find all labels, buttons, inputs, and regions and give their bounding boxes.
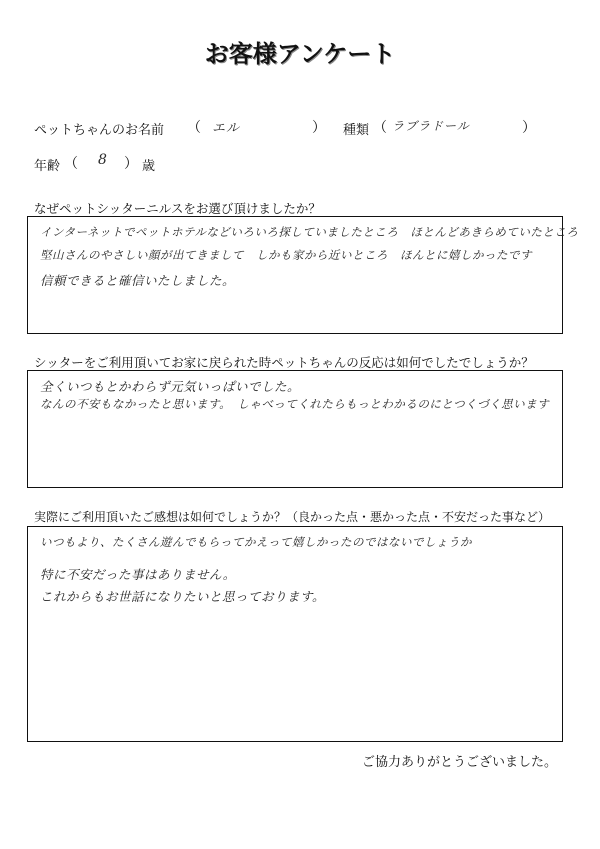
answer-1-line-3: 信頼できると確信いたしました。 [40, 273, 236, 288]
pet-name-open-paren: （ [187, 120, 201, 136]
question-1: なぜペットシッターニルスをお選び頂けましたか？ [34, 201, 321, 216]
answer-2-line-1: 全くいつもとかわらず元気いっぱいでした。 [40, 379, 301, 394]
breed-close-paren: ） [522, 120, 536, 136]
question-2: シッターをご利用頂いてお家に戻られた時ペットちゃんの反応は如何でしたでしょうか？ [34, 355, 534, 370]
age-open-paren: （ [64, 156, 78, 172]
pet-info-row [34, 119, 164, 138]
answer-box-1[interactable] [27, 216, 579, 334]
age-unit: 歳 [142, 159, 156, 174]
page-title: お客様アンケート [204, 40, 396, 68]
answer-1-line-1: インターネットでペットホテルなどいろいろ探していましたところ ほとんどあきらめていたところ [40, 225, 579, 239]
pet-name-label: ペットちゃんのお名前 [34, 123, 165, 138]
pet-name-close-paren: ） [312, 120, 326, 136]
answer-2-line-2: なんの不安もなかったと思います。 しゃべってくれたらもっとわかるのにとつくづく思います [40, 397, 550, 411]
answer-3-line-1: いつもより、たくさん遊んでもらってかえって嬉しかったのではないでしょうか [40, 535, 472, 549]
answer-3-line-3: これからもお世話になりたいと思っております。 [40, 589, 326, 604]
breed-label: 種類 [343, 123, 370, 138]
age-value[interactable]: 8 [98, 152, 108, 168]
answer-1-line-2: 堅山さんのやさしい顔が出てきまして しかも家から近いところ ほんとに嬉しかったです [40, 248, 532, 262]
age-close-paren: ） [124, 156, 138, 172]
breed-open-paren: （ [373, 120, 387, 136]
thanks-message: ご協力ありがとうございました。 [362, 755, 558, 770]
age-label: 年齢 [34, 159, 61, 174]
answer-box-3[interactable] [27, 526, 563, 742]
answer-box-2[interactable] [27, 370, 563, 488]
breed-value[interactable]: ラブラドール [392, 119, 470, 133]
pet-name-value[interactable]: エル [212, 121, 241, 136]
question-3: 実際にご利用頂いたご感想は如何でしょうか？（良かった点・悪かった点・不安だった事など） [34, 510, 551, 524]
answer-3-line-2: 特に不安だった事はありません。 [40, 567, 236, 582]
